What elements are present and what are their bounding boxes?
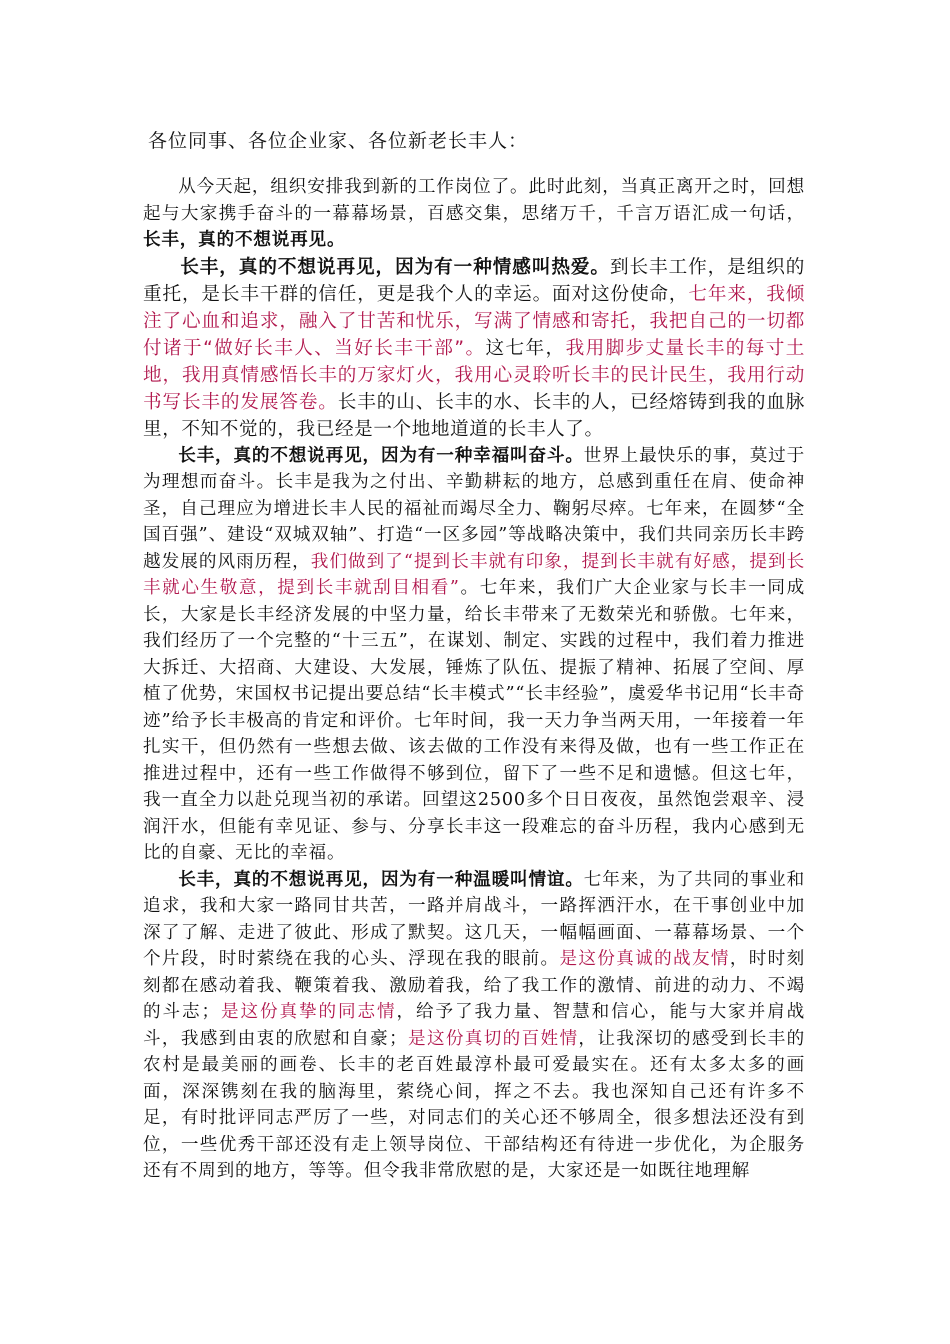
p3-heading: 长丰，真的不想说再见，因为有一种幸福叫奋斗。: [178, 444, 584, 466]
paragraph-3: [143, 443, 805, 867]
p4-highlight-1: 是这份真诚的战友情: [559, 949, 730, 969]
p4-heading: 长丰，真的不想说再见，因为有一种温暖叫情谊。: [178, 868, 584, 890]
speech-body: [143, 174, 805, 1185]
p4-text-3: ，给予了我力量、智慧和信心，能与大家并肩战斗，我感到由衷的欣慰和自豪；: [143, 1002, 805, 1049]
p1-bold-phrase: 长丰，真的不想说再见。: [143, 229, 346, 250]
p2-highlight-2: 我用脚步丈量长丰的每寸土地，我用真情感悟长丰的万家灯火，我用心灵聆听长丰的民计民生，我用行动书写长丰的发展答卷。: [143, 337, 805, 413]
p4-text-1: 七年来，为了共同的事业和追求，我和大家一路同甘共苦，一路并肩战斗，一路挥洒汗水，在干事创业中加深了了解、走进了彼此、形成了默契。这几天，一幅幅画面、一幕幕场景、一个个片段，时时萦绕在我的心头、浮现在我的眼前。: [143, 869, 805, 969]
paragraph-1: [143, 174, 805, 254]
p1-text: 从今天起，组织安排我到新的工作岗位了。此时此刻，当真正离开之时，回想起与大家携手奋斗的一幕幕场景，百感交集，思绪万千，千言万语汇成一句话，: [143, 177, 805, 224]
p4-highlight-2: 是这份真挚的同志情: [219, 1002, 397, 1022]
p3-text-1: 世界上最快乐的事，莫过于为理想而奋斗。长丰是我为之付出、辛勤耕耘的地方，总感到重任在肩、使命神圣，自己理应为增进长丰人民的福祉而竭尽全力、鞠躬尽瘁。七年来，在圆梦“全国百强”、建设“双城双轴”、打造“一区多园”等战略决策中，我们共同亲历长丰跨越发展的风雨历程，: [143, 445, 805, 572]
p2-text-3: 长丰的山、长丰的水、长丰的人，已经熔铸到我的血脉里，不知不觉的，我已经是一个地地道道的长丰人了。: [143, 391, 805, 440]
p2-text-1: 到长丰工作，是组织的重托，是长丰干群的信任，更是我个人的幸运。面对这份使命，: [143, 256, 805, 305]
salutation: 各位同事、各位企业家、各位新老长丰人：: [148, 130, 529, 152]
paragraph-2: [143, 254, 805, 443]
paragraph-4: [143, 867, 805, 1185]
p2-text-2: 这七年，: [485, 337, 566, 359]
p3-text-2: 。七年来，我们广大企业家与长丰一同成长，大家是长丰经济发展的中坚力量，给长丰带来了无数荣光和骄傲。七年来，我们经历了一个完整的“十三五”，在谋划、制定、实践的过程中，我们着力推进大拆迁、大招商、大建设、大发展，锤炼了队伍、提振了精神、拓展了空间、厚植了优势，宋国权书记提出要总结“长丰模式”“长丰经验”，虞爱华书记用“长丰奇迹”给予长丰极高的肯定和评价。七年时间，我一天力争当两天用，一年接着一年扎实干，但仍然有一些想去做、该去做的工作没有来得及做，也有一些工作正在推进过程中，还有一些工作做得不够到位，留下了一些不足和遗憾。但这七年，我一直全力以赴兑现当初的承诺。回望这2500多个日日夜夜，虽然饱尝艰辛、浸润汗水，但能有幸见证、参与、分享长丰这一段难忘的奋斗历程，我内心感到无比的自豪、无比的幸福。: [143, 578, 805, 863]
p3-highlight: 我们做到了“提到长丰就有印象，提到长丰就有好感，提到长丰就心生敬意，提到长丰就刮目相看”: [143, 551, 805, 598]
p2-heading: 长丰，真的不想说再见，因为有一种情感叫热爱。: [180, 256, 610, 278]
p2-highlight-1: 七年来，我倾注了心血和追求，融入了甘苦和忧乐，写满了情感和寄托，我把自己的一切都付诸于“做好长丰人、当好长丰干部”。: [143, 283, 805, 359]
p4-text-4: ，让我深切的感受到长丰的农村是最美丽的画卷、长丰的老百姓最淳朴最可爱最实在。还有太多太多的画面，深深镌刻在我的脑海里，萦绕心间，挥之不去。我也深知自己还有许多不足，有时批评同志严厉了一些，对同志们的关心还不够周全，很多想法还没有到位，一些优秀干部还没有走上领导岗位、干部结构还有待进一步优化，为企服务还有不周到的地方，等等。但令我非常欣慰的是，大家还是一如既往地理解: [143, 1028, 806, 1181]
p4-text-2: ，时时刻刻都在感动着我、鞭策着我、激励着我，给了我工作的激情、前进的动力、不竭的斗志；: [143, 949, 806, 1022]
p4-highlight-3: 是这份真切的百姓情: [407, 1028, 579, 1049]
